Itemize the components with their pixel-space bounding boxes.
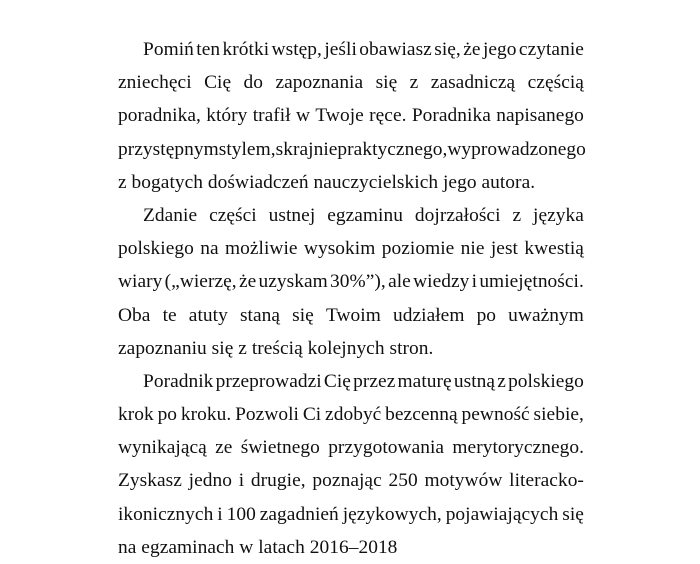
- word: Zdanie: [143, 204, 198, 226]
- word: ręce.: [369, 105, 407, 127]
- word: Cię: [323, 370, 351, 392]
- word: wynikającą: [118, 437, 207, 459]
- word: Zyskasz: [118, 470, 182, 492]
- word: zdobyć: [325, 404, 382, 426]
- word: zniechęci: [118, 72, 192, 94]
- word: wiary: [118, 271, 163, 293]
- word: egzaminu: [327, 204, 403, 226]
- word: języka: [533, 204, 584, 226]
- word: siebie,: [533, 404, 584, 426]
- word: nie: [460, 238, 485, 260]
- word: obawiasz: [359, 39, 432, 60]
- word: przystępnym: [118, 138, 219, 160]
- word: trafił: [252, 105, 291, 127]
- text-line: [118, 464, 584, 497]
- word: czytanie: [518, 39, 584, 60]
- word: literacko-: [509, 470, 584, 492]
- paragraph: [118, 33, 584, 199]
- word: do: [243, 72, 264, 94]
- word: 30%”),: [330, 271, 386, 293]
- word: jego: [482, 39, 517, 60]
- body-text-column: [118, 33, 584, 564]
- word: Cię: [204, 72, 232, 94]
- word: i: [217, 503, 223, 525]
- word: przygotowania: [328, 437, 445, 459]
- word: krótki: [222, 39, 270, 60]
- word: kroku.: [180, 404, 232, 426]
- word: motywów: [424, 470, 503, 492]
- word: poznając: [312, 470, 382, 492]
- text-line: [118, 431, 584, 464]
- word: się,: [434, 39, 461, 60]
- text-line: [118, 232, 584, 265]
- word: 250: [388, 470, 418, 492]
- word: jeśli: [324, 39, 357, 60]
- word: że: [463, 39, 481, 60]
- word: częścią: [527, 72, 584, 94]
- word: ten: [196, 39, 221, 60]
- word: ze: [215, 437, 233, 459]
- word: Twoim: [325, 304, 381, 326]
- word: polskiego: [508, 370, 584, 392]
- word: Poradnik: [143, 370, 214, 392]
- paragraph: [118, 199, 584, 365]
- word: Pozwoli: [235, 404, 299, 426]
- word: się: [375, 72, 398, 94]
- word: jest: [490, 238, 518, 260]
- text-line: [118, 498, 584, 531]
- word: bezcenną: [385, 404, 458, 426]
- paragraph: [118, 365, 584, 564]
- word: napisanego: [496, 105, 584, 127]
- word: Twoje: [315, 105, 364, 127]
- word: przez: [353, 370, 396, 392]
- word: pewność: [461, 404, 530, 426]
- text-line: [118, 66, 584, 99]
- text-line: [118, 265, 584, 298]
- text-line: [118, 99, 584, 132]
- word: że: [238, 271, 257, 293]
- word: poradnika,: [118, 105, 201, 127]
- word: po: [476, 304, 497, 326]
- word: zapoznania: [275, 72, 364, 94]
- word: i: [471, 271, 478, 293]
- word: praktycznego,: [337, 138, 448, 160]
- word: po: [157, 404, 178, 426]
- text-line: [118, 33, 584, 66]
- word: staną: [239, 304, 281, 326]
- word: możliwie: [224, 238, 298, 260]
- word: Ci: [302, 404, 322, 426]
- word: jedno: [188, 470, 232, 492]
- text-line: [118, 133, 584, 166]
- word: zasadniczą: [430, 72, 516, 94]
- word: uważnym: [508, 304, 584, 326]
- word: uzyskam: [258, 271, 328, 293]
- word: na: [200, 238, 219, 260]
- word: wstęp,: [271, 39, 322, 60]
- word: poziomie: [381, 238, 455, 260]
- word: części: [209, 204, 257, 226]
- word: ustną: [453, 370, 496, 392]
- word: atuty: [188, 304, 228, 326]
- word: językowych,: [342, 503, 442, 525]
- word: z: [512, 204, 522, 226]
- word: i: [238, 470, 245, 492]
- word: ustnej: [268, 204, 316, 226]
- text-line: zapoznaniu się z treścią kolejnych stron.: [118, 337, 434, 359]
- word: ikonicznych: [118, 503, 214, 525]
- word: udziałem: [392, 304, 465, 326]
- word: 100: [226, 503, 256, 525]
- word: te: [162, 304, 177, 326]
- word: pojawiających: [445, 503, 559, 525]
- word: stylem,: [218, 138, 276, 160]
- text-line: [118, 398, 584, 431]
- word: się: [562, 503, 584, 525]
- word: przeprowadzi: [215, 370, 322, 392]
- text-line: [118, 299, 584, 332]
- word: skrajnie: [275, 138, 338, 160]
- word: z: [409, 72, 419, 94]
- text-line: [118, 365, 584, 398]
- word: Poradnika: [411, 105, 491, 127]
- word: wiedzy: [413, 271, 470, 293]
- text-line: [118, 199, 584, 232]
- word: wysokim: [303, 238, 376, 260]
- word: drugie,: [250, 470, 306, 492]
- word: kwestią: [524, 238, 584, 260]
- word: polskiego: [118, 238, 194, 260]
- word: w: [296, 105, 311, 127]
- word: Pomiń: [143, 39, 194, 60]
- word: umiejętności.: [479, 271, 584, 293]
- word: maturę: [397, 370, 452, 392]
- word: („wierzę,: [164, 271, 237, 293]
- word: świetnego: [240, 437, 320, 459]
- word: się: [292, 304, 314, 326]
- word: merytorycznego.: [452, 437, 584, 459]
- text-line: na egzaminach w latach 2016–2018: [118, 536, 398, 558]
- word: Oba: [118, 304, 151, 326]
- word: dojrzałości: [414, 204, 501, 226]
- word: który: [206, 105, 248, 127]
- word: ale: [388, 271, 411, 293]
- word: zagadnień: [259, 503, 339, 525]
- text-line: z bogatych doświadczeń nauczycielskich jego autora.: [118, 171, 536, 193]
- word: krok: [118, 404, 154, 426]
- word: z: [497, 370, 506, 392]
- word: wyprowadzonego: [447, 138, 586, 160]
